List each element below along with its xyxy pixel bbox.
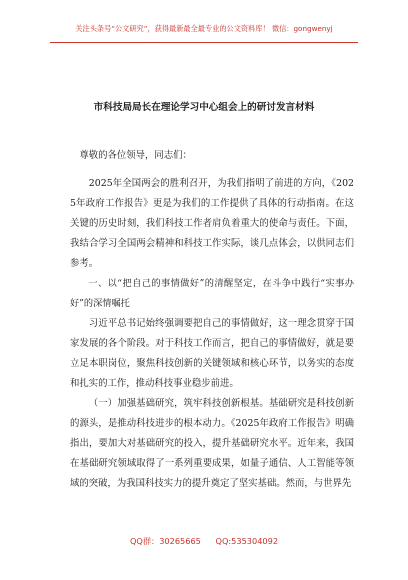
document-body	[70, 146, 354, 494]
header-banner: 关注头条号“公文研究”，获得最新最全最专业的公文资料库！ 微信：gongwenyj	[75, 24, 333, 33]
paragraph-intro: 2025年全国两会的胜利召开，为我们指明了前进的方向，《2025年政府工作报告》更是为我们的工作提供了具体的行动指南。在这关键的历史时刻，我们科技工作者肩负着重大的使命与责任。下面，我结合学习全国两会精神和科技工作实际，谈几点体会，以供同志们参考。	[70, 178, 354, 269]
qq-contact-number: QQ:535304092	[215, 536, 279, 546]
qq-group-number: QQ群：30265665	[129, 536, 201, 546]
footer-contacts	[40, 536, 368, 547]
header-divider	[50, 42, 358, 43]
paragraph-subsection-1: （一）加强基础研究，筑牢科技创新根基。基础研究是科技创新的源头，是推动科技进步的根本动力。《2025年政府工作报告》明确指出，要加大对基础研究的投入，提升基础研究水平。近年来，我国在基础研究领域取得了一系列重要成果，如量子通信、人工智能等领域的突破，为我国科技实力的提升奠定了坚实基础。然而，与世界先	[70, 398, 354, 489]
paragraph-section-1: 习近平总书记始终强调要把自己的事情做好，这一理念贯穿于国家发展的各个阶段。对于科技工作而言，把自己的事情做好，就是要立足本职岗位，聚焦科技创新的关键领域和核心环节，以务实的态度和扎实的工作，推动科技事业稳步前进。	[70, 318, 354, 389]
section-heading-1: 一、以“把自己的事情做好”的清醒坚定，在斗争中践行“实事办好”的深情嘱托	[70, 278, 354, 309]
document-title: 市科技局局长在理论学习中心组会上的研讨发言材料	[93, 102, 315, 113]
salutation: 尊敬的各位领导，同志们：	[79, 150, 192, 161]
